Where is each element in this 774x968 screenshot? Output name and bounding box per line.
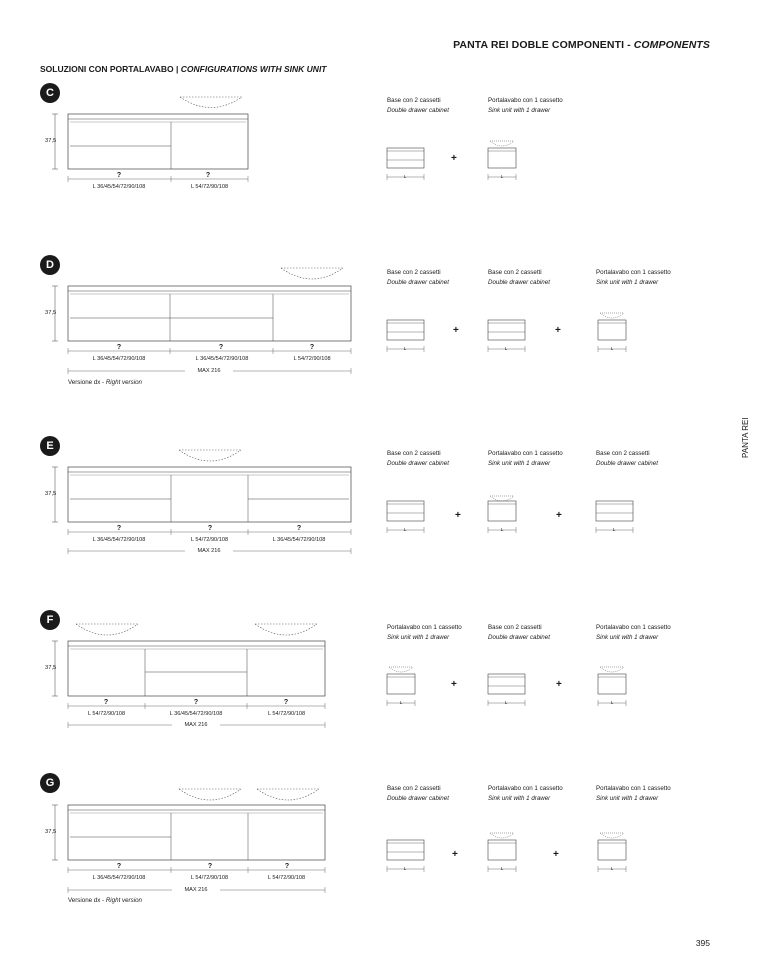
component-label-it: Base con 2 cassetti [387, 269, 441, 276]
length-mark: L [403, 527, 407, 532]
config-badge-c: C [40, 83, 60, 103]
component-label-en: Sink unit with 1 drawer [596, 795, 659, 802]
component-label-it: Portalavabo con 1 cassetto [387, 624, 462, 631]
component-label-en: Sink unit with 1 drawer [488, 107, 551, 114]
length-mark: L [500, 527, 504, 532]
config-badge-e: E [40, 436, 60, 456]
plus-sign: + [452, 849, 458, 860]
length-mark: L [399, 700, 403, 705]
width-option-mark: ? [103, 699, 109, 706]
component-label-en: Sink unit with 1 drawer [488, 460, 551, 467]
version-note-it: Versione dx - [68, 897, 106, 904]
dimension-label: L 54/72/90/108 [190, 875, 229, 881]
width-option-mark: ? [116, 525, 122, 532]
component-label-en: Sink unit with 1 drawer [596, 634, 659, 641]
length-mark: L [500, 866, 504, 871]
max-dimension-label: MAX 216 [184, 722, 208, 728]
component-label-it: Base con 2 cassetti [387, 97, 441, 104]
length-mark: L [610, 866, 614, 871]
max-dimension-label: MAX 216 [184, 887, 208, 893]
length-mark: L [610, 346, 614, 351]
dimension-label: L 36/45/54/72/90/108 [169, 711, 223, 717]
width-option-mark: ? [284, 863, 290, 870]
length-mark: L [403, 866, 407, 871]
dimension-label: L 36/45/54/72/90/108 [195, 356, 249, 362]
width-option-mark: ? [205, 172, 211, 179]
width-option-mark: ? [207, 525, 213, 532]
width-option-mark: ? [283, 699, 289, 706]
component-label-it: Portalavabo con 1 cassetto [596, 624, 671, 631]
version-note [68, 897, 142, 904]
component-label-it: Base con 2 cassetti [387, 785, 441, 792]
width-option-mark: ? [309, 344, 315, 351]
plus-sign: + [453, 325, 459, 336]
component-label-en: Double drawer cabinet [488, 634, 550, 641]
dimension-label: L 36/45/54/72/90/108 [92, 537, 146, 543]
plus-sign: + [556, 510, 562, 521]
max-dimension-label: MAX 216 [197, 368, 221, 374]
component-label-en: Double drawer cabinet [596, 460, 658, 467]
component-label-en: Double drawer cabinet [387, 107, 449, 114]
dimension-label: L 54/72/90/108 [87, 711, 126, 717]
width-option-mark: ? [116, 344, 122, 351]
component-label [488, 784, 563, 804]
width-option-mark: ? [116, 172, 122, 179]
length-mark: L [504, 346, 508, 351]
component-label-it: Base con 2 cassetti [488, 624, 542, 631]
length-mark: L [610, 700, 614, 705]
component-label-it: Base con 2 cassetti [387, 450, 441, 457]
plus-sign: + [455, 510, 461, 521]
component-label-en: Sink unit with 1 drawer [596, 279, 659, 286]
height-label: 37,5 [45, 491, 57, 497]
length-mark: L [403, 346, 407, 351]
dimension-label: L 54/72/90/108 [267, 875, 306, 881]
plus-sign: + [556, 679, 562, 690]
subtitle-italic: CONFIGURATIONS WITH SINK UNIT [180, 64, 327, 74]
dimension-label: L 54/72/90/108 [293, 356, 331, 362]
version-note-it: Versione dx - [68, 379, 106, 386]
component-label-en: Double drawer cabinet [387, 460, 449, 467]
version-note-en: Right version [105, 897, 142, 904]
dimension-label: L 36/45/54/72/90/108 [92, 875, 146, 881]
dimension-label: L 54/72/90/108 [190, 537, 229, 543]
width-option-mark: ? [207, 863, 213, 870]
component-label [596, 784, 671, 804]
length-mark: L [612, 527, 616, 532]
component-label-en: Double drawer cabinet [387, 279, 449, 286]
height-label: 37,5 [45, 829, 57, 835]
header-title: PANTA REI DOBLE COMPONENTI - [453, 39, 634, 51]
dimension-label: L 36/45/54/72/90/108 [92, 356, 146, 362]
component-label-it: Base con 2 cassetti [488, 269, 542, 276]
component-label-it: Base con 2 cassetti [596, 450, 650, 457]
max-dimension-label: MAX 216 [197, 548, 221, 554]
config-badge-g: G [40, 773, 60, 793]
version-note-en: Right version [105, 379, 142, 386]
dimension-label: L 54/72/90/108 [190, 184, 229, 190]
width-option-mark: ? [193, 699, 199, 706]
length-mark: L [403, 174, 407, 179]
plus-sign: + [553, 849, 559, 860]
side-label: PANTA REI [741, 417, 750, 458]
page-number: 395 [695, 938, 710, 948]
plus-sign: + [451, 153, 457, 164]
width-option-mark: ? [218, 344, 224, 351]
component-label-it: Portalavabo con 1 cassetto [488, 785, 563, 792]
config-badge-d: D [40, 255, 60, 275]
component-label [387, 784, 449, 804]
subtitle-main: SOLUZIONI CON PORTALAVABO | [40, 64, 181, 74]
length-mark: L [500, 174, 504, 179]
component-label-en: Double drawer cabinet [387, 795, 449, 802]
height-label: 37,5 [45, 138, 57, 144]
dimension-label: L 36/45/54/72/90/108 [272, 537, 326, 543]
height-label: 37,5 [45, 665, 57, 671]
plus-sign: + [555, 325, 561, 336]
plus-sign: + [451, 679, 457, 690]
component-label-en: Double drawer cabinet [488, 279, 550, 286]
dimension-label: L 54/72/90/108 [267, 711, 306, 717]
dimension-label: L 36/45/54/72/90/108 [92, 184, 146, 190]
component-label-it: Portalavabo con 1 cassetto [488, 97, 563, 104]
component-label-it: Portalavabo con 1 cassetto [488, 450, 563, 457]
component-label-it: Portalavabo con 1 cassetto [596, 785, 671, 792]
component-label-en: Sink unit with 1 drawer [387, 634, 450, 641]
component-label-en: Sink unit with 1 drawer [488, 795, 551, 802]
header-title-italic: COMPONENTS [633, 39, 710, 51]
config-badge-f: F [40, 610, 60, 630]
width-option-mark: ? [296, 525, 302, 532]
height-label: 37,5 [45, 310, 57, 316]
length-mark: L [504, 700, 508, 705]
width-option-mark: ? [116, 863, 122, 870]
component-label-it: Portalavabo con 1 cassetto [596, 269, 671, 276]
